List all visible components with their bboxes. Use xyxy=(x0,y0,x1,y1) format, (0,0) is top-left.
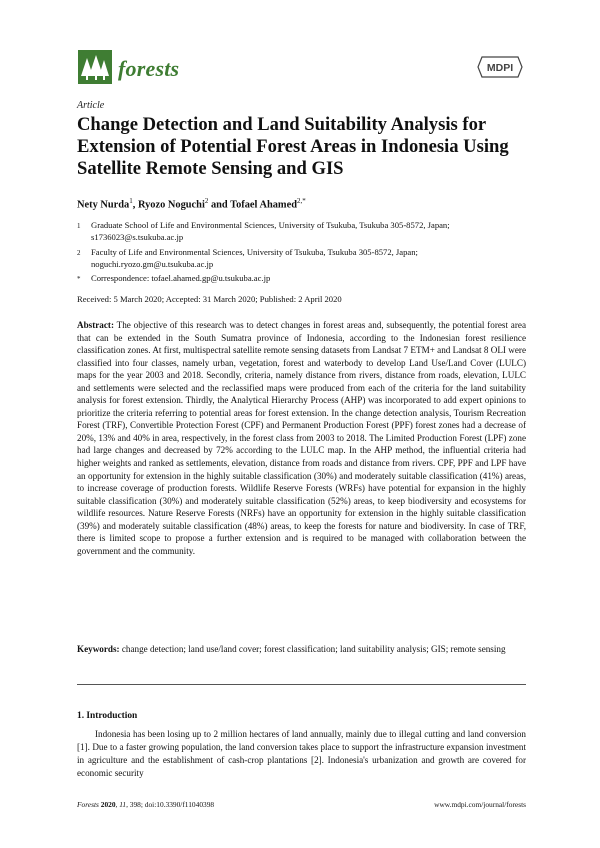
journal-url[interactable]: www.mdpi.com/journal/forests xyxy=(434,800,526,809)
author-affil-mark: 1 xyxy=(129,197,133,205)
affiliation xyxy=(77,219,537,244)
keywords-label: Keywords: xyxy=(77,644,120,654)
footer-citation xyxy=(77,800,214,809)
introduction-text: Indonesia has been losing up to 2 million hectares of land annually, mainly due to illegal cutting and land conversion [1]. Due to a faster growing population, the land conversion takes place to support the infrastructure expansion investment in agriculture and the establishment of cash-crop plantations [2]. Indonesia's urbanization and growth are covered for economic security xyxy=(77,729,526,778)
footer-journal: Forests xyxy=(77,800,99,809)
footer-year: 2020 xyxy=(98,800,116,809)
author-name: Ryozo Noguchi xyxy=(137,199,205,211)
author-affil-mark: 2,* xyxy=(296,197,306,205)
publication-dates: Received: 5 March 2020; Accepted: 31 March 2020; Published: 2 April 2020 xyxy=(77,294,342,304)
publisher-name: MDPI xyxy=(486,62,514,74)
correspondence xyxy=(77,272,537,285)
affiliation-text: Faculty of Life and Environmental Sciences, University of Tsukuba, Tsukuba 305-8572, Japan; noguchi.ryozo.gm@u.tsukuba.ac.jp xyxy=(91,246,418,269)
affiliation-text: Graduate School of Life and Environmental Sciences, University of Tsukuba, Tsukuba 305-8572, Japan; s1736023@s.tsukuba.ac.jp xyxy=(91,220,450,243)
abstract-label: Abstract: xyxy=(77,320,114,330)
abstract xyxy=(77,319,526,557)
correspondence-text: Correspondence: tofael.ahamed.gp@u.tsukuba.ac.jp xyxy=(91,273,271,284)
affiliations xyxy=(77,219,537,287)
keywords-text: change detection; land use/land cover; forest classification; land suitability analysis; GIS; remote sensing xyxy=(119,644,506,654)
mdpi-logo-icon xyxy=(476,55,524,79)
journal-name: forests xyxy=(118,56,180,81)
paper-title: Change Detection and Land Suitability Analysis for Extension of Potential Forest Areas in Indonesia Using Satellite Remote Sensing and GIS xyxy=(77,114,509,179)
author-list: Nety Nurda$^1$, Ryozo Noguchi$^2$ and Tofael Ahamed$^{2,*}$ xyxy=(77,197,306,211)
keywords xyxy=(77,643,526,656)
affiliation-marker: 2 xyxy=(77,248,81,257)
affiliation-marker: 1 xyxy=(77,222,81,230)
footer-volume: , 11 xyxy=(115,800,127,809)
author-affil-mark: 2 xyxy=(204,197,209,205)
affiliation xyxy=(77,246,537,271)
section-divider xyxy=(77,684,526,685)
forest-trees-icon xyxy=(78,50,112,84)
affiliation-marker: * xyxy=(77,275,81,284)
section-heading: 1. Introduction xyxy=(77,711,138,721)
footer-doi: , 398; doi:10.3390/f11040398 xyxy=(126,800,215,809)
article-type: Article xyxy=(77,100,105,111)
author-name: Tofael Ahamed xyxy=(230,199,297,211)
abstract-text: The objective of this research was to detect changes in forest areas and, subsequently, the potential forest area that can be extended in the South Sumatra province of Indonesia, according to the Indonesian forest resilience classification zones. At first, multispectral satellite remote sensing datasets from Landsat 7 ETM+ and Landsat 8 OLI were classified into four classes, namely urban, vegetation, forest and waterbody to develop Land Use/Land Cover (LULC) maps for the year 2003 and 2018. Secondly, criteria, namely distance from rivers, distance from roads, elevation, LULC and settlements were selected and the reclassified maps were produced from each of the criteria for the land suitability analysis for forest extension. Thirdly, the Analytical Hierarchy Process (AHP) was incorporated to add expert opinions to prioritize the criteria referring to potential areas for forest extension. In the change detection analysis, Tourism Recreation Forest (TRF), Convertible Protection Forest (CPF) and Permanent Production Forest (PPF) forest zones had a decrease of 20%, 13% and 40% in area, respectively, in the forest class from 2003 to 2018. The Limited Production Forest (LPF) zone had large changes and decreased by 72% according to the LULC map. In the AHP method, the influential criteria had higher weights and ranked as settlements, elevation, distance from roads and distance from rivers. CPF, PPF and LPF have an opportunity for extension in the highly suitable classification (30%) and moderately suitable classification (41%) areas, to increase coverage of production forests. Wildlife Reserve Forests (WRFs) have potential for expansion in the highly suitable classification (30%) and moderately suitable classification (52%) areas, to keep biodiversity and ecosystems for wildlife resources. Nature Reserve Forests (NRFs) have an opportunity for extension in the highly suitable classification (39%) and moderately suitable classification (48%) areas, to keep the forests for nature and biodiversity. In case of TRF, there is limited scope to propose a further extension and is required to be managed with collaboration between the government and the community. xyxy=(77,320,526,556)
author-name: Nety Nurda xyxy=(77,199,130,211)
